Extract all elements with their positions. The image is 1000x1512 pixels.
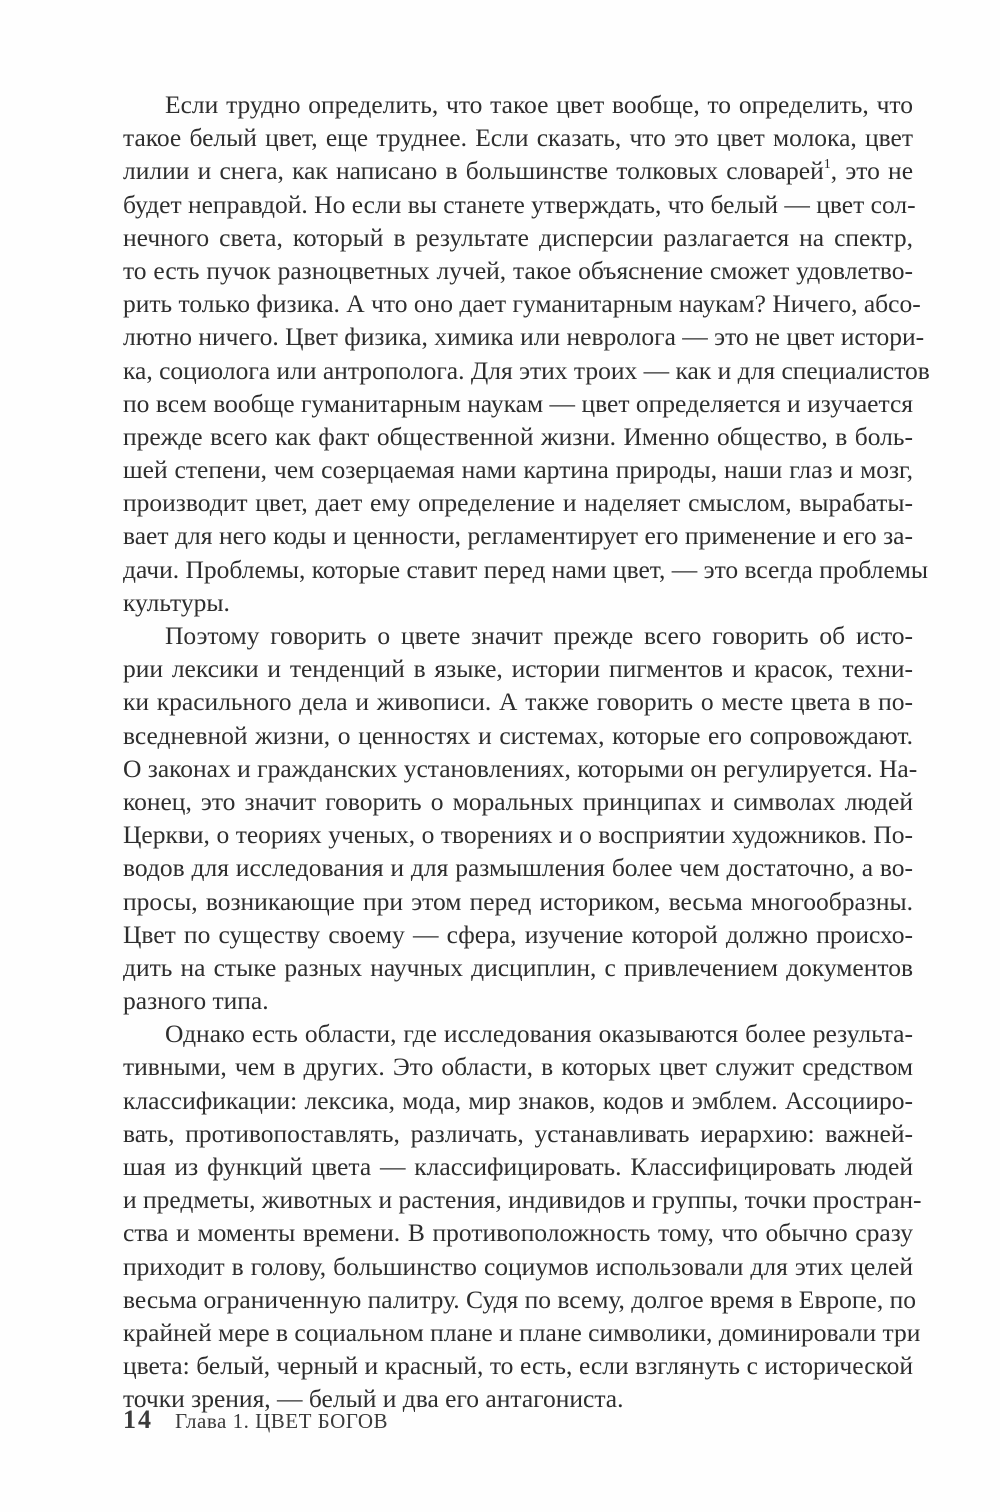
text-line: и предметы, животных и растения, индивидов и группы, точки простран- — [123, 1185, 922, 1215]
text-segment: лилии и снега, как написано в большинстве толковых словарей — [123, 156, 824, 186]
text-line: ки красильного дела и живописи. А также говорить о месте цвета в по- — [123, 687, 913, 717]
text-line: дить на стыке разных научных дисциплин, с привлечением документов — [123, 952, 913, 982]
text-line: ства и моменты времени. В противоположность тому, что обычно сразу — [123, 1218, 913, 1248]
text-line: рии лексики и тенденций в языке, истории пигментов и красок, техни- — [123, 654, 913, 684]
text-segment: , это не — [830, 156, 914, 186]
text-line: дачи. Проблемы, которые ставит перед нами цвет, — это всегда проблемы — [123, 554, 928, 584]
text-line: производит цвет, дает ему определение и наделяет смыслом, вырабаты- — [123, 488, 913, 518]
page-number: 14 — [123, 1405, 153, 1434]
chapter-title: Глава 1. ЦВЕТ БОГОВ — [175, 1409, 389, 1433]
text-line: то есть пучок разноцветных лучей, такое объяснение сможет удовлетво- — [123, 255, 913, 285]
text-line: приходит в голову, большинство социумов использовали для этих целей — [123, 1251, 913, 1281]
text-line: вседневной жизни, о ценностях и системах, которые его сопровождают. — [123, 720, 913, 750]
text-line: водов для исследования и для размышления более чем достаточно, а во- — [123, 853, 913, 883]
text-line: нечного света, который в результате дисперсии разлагается на спектр, — [123, 222, 913, 252]
text-line: разного типа. — [123, 986, 269, 1016]
text-line: Однако есть области, где исследования оказываются более результа- — [165, 1019, 913, 1049]
text-line: Церкви, о теориях ученых, о творениях и о восприятии художников. По- — [123, 820, 913, 850]
text-line: Поэтому говорить о цвете значит прежде всего говорить об исто- — [165, 621, 913, 650]
text-line: вает для него коды и ценности, регламентирует его применение и его за- — [123, 521, 913, 551]
text-line: конец, это значит говорить о моральных принципах и символах людей — [123, 786, 913, 816]
text-line: ка, социолога или антрополога. Для этих троих — как и для специалистов — [123, 355, 930, 385]
text-line: цвета: белый, черный и красный, то есть, если взглянуть с исторической — [123, 1351, 913, 1381]
text-line: будет неправдой. Но если вы станете утверждать, что белый — цвет сол- — [123, 189, 916, 219]
text-line: шая из функций цвета — классифицировать. Классифицировать людей — [123, 1152, 913, 1181]
text-line: такое белый цвет, еще труднее. Если сказать, что это цвет молока, цвет — [123, 123, 913, 153]
text-line: Если трудно определить, что такое цвет вообще, то определить, что — [165, 90, 913, 119]
text-line: шей степени, чем созерцаемая нами картина природы, наши глаз и мозг, — [123, 455, 913, 485]
text-line: по всем вообще гуманитарным наукам — цвет определяется и изучается — [123, 388, 913, 418]
footnote-marker[interactable]: 1 — [823, 157, 831, 173]
text-line: просы, возникающие при этом перед историком, весьма многообразны. — [123, 886, 913, 916]
text-line: вать, противопоставлять, различать, устанавливать иерархию: важней- — [123, 1118, 913, 1148]
text-line: крайней мере в социальном плане и плане символики, доминировали три — [123, 1317, 921, 1347]
body-text — [123, 88, 930, 1416]
text-line: О законах и гражданских установлениях, которыми он регулируется. На- — [123, 753, 918, 783]
text-line: классификации: лексика, мода, мир знаков, кодов и эмблем. Ассоцииро- — [123, 1085, 913, 1115]
text-line: тивными, чем в других. Это области, в которых цвет служит средством — [123, 1052, 913, 1082]
text-line: рить только физика. А что оно дает гуманитарным наукам? Ничего, абсо- — [123, 289, 921, 319]
text-line: лютно ничего. Цвет физика, химика или невролога — это не цвет истори- — [123, 322, 925, 352]
text-line: весьма ограниченную палитру. Судя по всему, долгое время в Европе, по — [123, 1284, 916, 1314]
text-line: прежде всего как факт общественной жизни. Именно общество, в боль- — [123, 421, 913, 451]
text-line: культуры. — [123, 587, 230, 617]
page-footer — [123, 1405, 388, 1435]
text-line-with-footnote — [123, 154, 913, 187]
text-line: точки зрения, — белый и два его антагониста. — [123, 1384, 624, 1414]
text-line: Цвет по существу своему — сфера, изучение которой должно происхо- — [123, 919, 913, 949]
